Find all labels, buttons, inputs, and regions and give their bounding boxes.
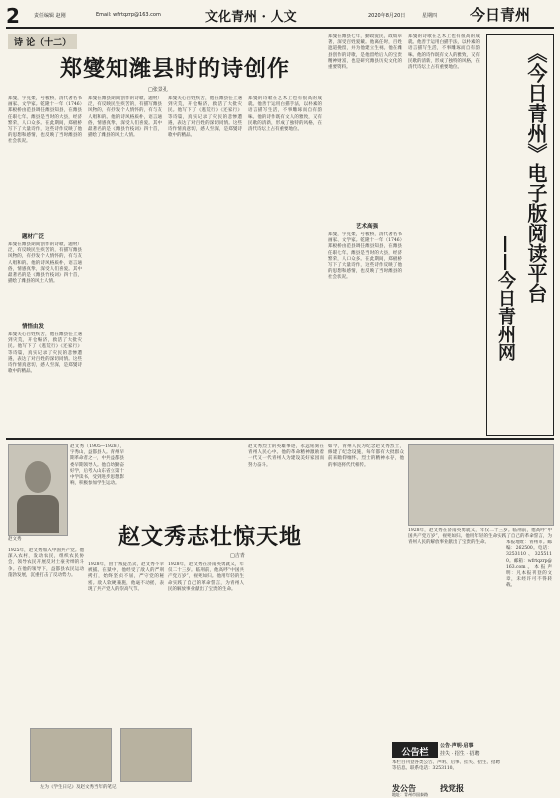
section-name: 文化青州 · 人文 [205,10,297,25]
notice-footer-2: 找党报 [440,783,464,793]
notice-header-1: 公告·声明·启事 [440,743,474,749]
notice-header-2: 挂失 · 招生 · 招聘 [440,751,480,757]
poem-column-2: 郑燮在潍县期间创作的诗歌，题材广泛，有反映民生疾苦的，有描写潍县风物的，有抒发个人情怀的，有与友人唱和的。他的诗风格质朴，语言通俗，情感真挚，深受人们喜爱。其中最著名的是《潍县竹枝词》四十首，描绘了潍县的风土人情。 [88,96,162,139]
poem-column-4: 郑燮的诗歌在艺术上也有很高的成就。他善于运用白描手法，以朴素的语言描写生活，不事雕琢而自有韵味。他的诗作既有文人的雅致，又有民歌的清新，形成了独特的风格，在清代诗坛上占有重要地位。 [248,96,322,133]
portrait-photo [8,444,68,536]
poem-author: □张景孔 [148,87,168,93]
masthead-weekday: 星期四 [422,13,438,19]
poem-column-1: 郑燮，字克柔，号板桥，清代著名书画家、文学家。乾隆十一年（1746）郑板桥由范县调任潍县知县，在潍县任职七年。潍县是当时的大县，经济繁荣，人口众多。在此期间，郑板桥写下了大量诗作，这些诗作反映了他的思想和感情，也反映了当时潍县的社会状况。 [8,96,82,145]
historic-group-photo [408,444,554,526]
diary-photo-left [30,728,112,782]
poem-column-5: 郑燮在潍县七年，勤政爱民，政绩卓著，深受百姓爱戴。他离任时，百姓遮道挽留，并为他建立生祠。他在潍县创作的诗歌，是他留给后人的宝贵精神财富，也是研究潍县历史文化的重要资料。 [328,34,402,71]
poem-title: 郑燮知潍县时的诗创作 [60,57,291,82]
diary-caption: 左为《学生日记》及赵文秀当年的笔记 [40,785,117,790]
side-info-column: 本报地址：青州市。邮编：262500。电话：3253110、3255110。邮箱：wfrtqzrp@163.com。本报声明：凡本报刊登的文章，未经许可不得转载。 [506,540,552,589]
poem-subhead-2: 情悟由发 [22,324,45,330]
notice-footer-address: 地址：青州市国泰路 [392,792,428,797]
poem-column-1c: 郑燮关心百姓疾苦，他在潍县任上遇到灾荒，开仓赈济，救活了大批灾民。他写下了《逃荒行》《还家行》等诗篇，真实记录了灾民的悲惨遭遇，表达了对百姓的深切同情。这些诗作情真意切，感人至深，是郑燮诗歌中的精品。 [8,332,82,375]
qian-column-7: 1928年，赵文秀在济南英勇就义，年仅二十三岁。临刑前，他高呼“中国共产党万岁”，视死如归。他用年轻的生命实践了自己的革命誓言，为青州人民的解放事业献出了宝贵的生命。 [408,528,552,546]
notice-text: 本栏目刊登各类公告、声明、启事、挂失、招生、招聘等信息。联系电话：3253110。 [392,760,500,772]
qian-column-5: 赵文秀烈士的英雄事迹，永远铭刻在青州人民心中。他的革命精神激励着一代又一代青州人为建设美好家园而努力奋斗。 [248,444,324,468]
portrait-head [25,461,51,493]
page-number: 2 [6,4,20,28]
qian-column-2: 1925年，赵文秀加入中国共产党。他深入农村，发动农民，组织农民协会，领导农民开展反对土豪劣绅的斗争。在他的领导下，益都县农民运动蓬勃发展，沉重打击了反动势力。 [8,548,84,578]
poem-subhead-1: 题材广泛 [22,234,45,240]
poem-column-3: 郑燮关心百姓疾苦，他在潍县任上遇到灾荒，开仓赈济，救活了大批灾民。他写下了《逃荒行》《还家行》等诗篇，真实记录了灾民的悲惨遭遇，表达了对百姓的深切同情。这些诗作情真意切，感人至深，是郑燮诗歌中的精品。 [168,96,242,139]
masthead-logo: 今日青州 [470,6,531,24]
poem-column-5b: 郑燮，字克柔，号板桥，清代著名书画家、文学家。乾隆十一年（1746）郑板桥由范县调任潍县知县，在潍县任职七年。潍县是当时的大县，经济繁荣，人口众多。在此期间，郑板桥写下了大量诗作，这些诗作反映了他的思想和感情，也反映了当时潍县的社会状况。 [328,232,402,281]
qian-column-1: 赵文秀（1905—1928），字秀山，益都县人。青州早期革命者之一，中共益都县委早期领导人。他自幼勤奋好学，后考入山东省立第十中学读书，受到进步思想影响，积极参加学生运动。 [70,444,124,487]
masthead-email: Email: wfrtqzrp@163.com [96,12,161,18]
masthead-date: 2020年8月20日 [368,13,406,19]
editor-line: 责任编辑 赵刚 [34,13,66,19]
poem-column-6: 郑燮的诗歌在艺术上也有很高的成就。他善于运用白描手法，以朴素的语言描写生活，不事雕琢而自有韵味。他的诗作既有文人的雅致，又有民歌的清新，形成了独特的风格，在清代诗坛上占有重要地位。 [408,34,480,71]
qian-column-6: 如今，青州人民为纪念赵文秀烈士，修建了纪念设施，每年都有大批群众前来瞻仰缅怀。烈士的精神永存，他的事迹将代代相传。 [328,444,404,468]
masthead-rule [6,27,554,29]
portrait-body [17,495,59,533]
diary-photo-right [120,728,192,782]
poem-subhead-3: 艺术高强 [356,224,379,230]
qian-author: □吉青 [230,553,245,559]
qian-column-4: 1928年，赵文秀在济南英勇就义，年仅二十三岁。临刑前，他高呼“中国共产党万岁”，视死如归。他用年轻的生命实践了自己的革命誓言，为青州人民的解放事业献出了宝贵的生命。 [168,562,244,592]
section-divider [6,438,554,440]
ad-line-1: 《今日青州》电子版阅读平台 [524,43,548,303]
notice-label [392,742,438,758]
qian-title: 赵文秀志壮惊天地 [118,525,303,550]
notice-footer-1: 发公告 [392,783,416,793]
e-reader-ad [486,34,554,436]
ad-line-2: ——今日青州网 [495,235,516,361]
poem-column-1b: 郑燮在潍县期间创作的诗歌，题材广泛，有反映民生疾苦的，有描写潍县风物的，有抒发个人情怀的，有与友人唱和的。他的诗风格质朴，语言通俗，情感真挚，深受人们喜爱。其中最著名的是《潍县竹枝词》四十首，描绘了潍县的风土人情。 [8,242,82,285]
portrait-caption: 赵文秀 [8,537,22,542]
qian-column-3: 1928年，由于叛徒出卖，赵文秀不幸被捕。在狱中，他经受了敌人的严刑拷打，始终坚贞不屈，严守党的秘密。敌人软硬兼施，他毫不动摇，表现了共产党人的崇高气节。 [88,562,164,592]
poem-section-label: 诗 论（十二） [8,34,77,49]
notice-label-text: 公告栏 [401,748,429,758]
